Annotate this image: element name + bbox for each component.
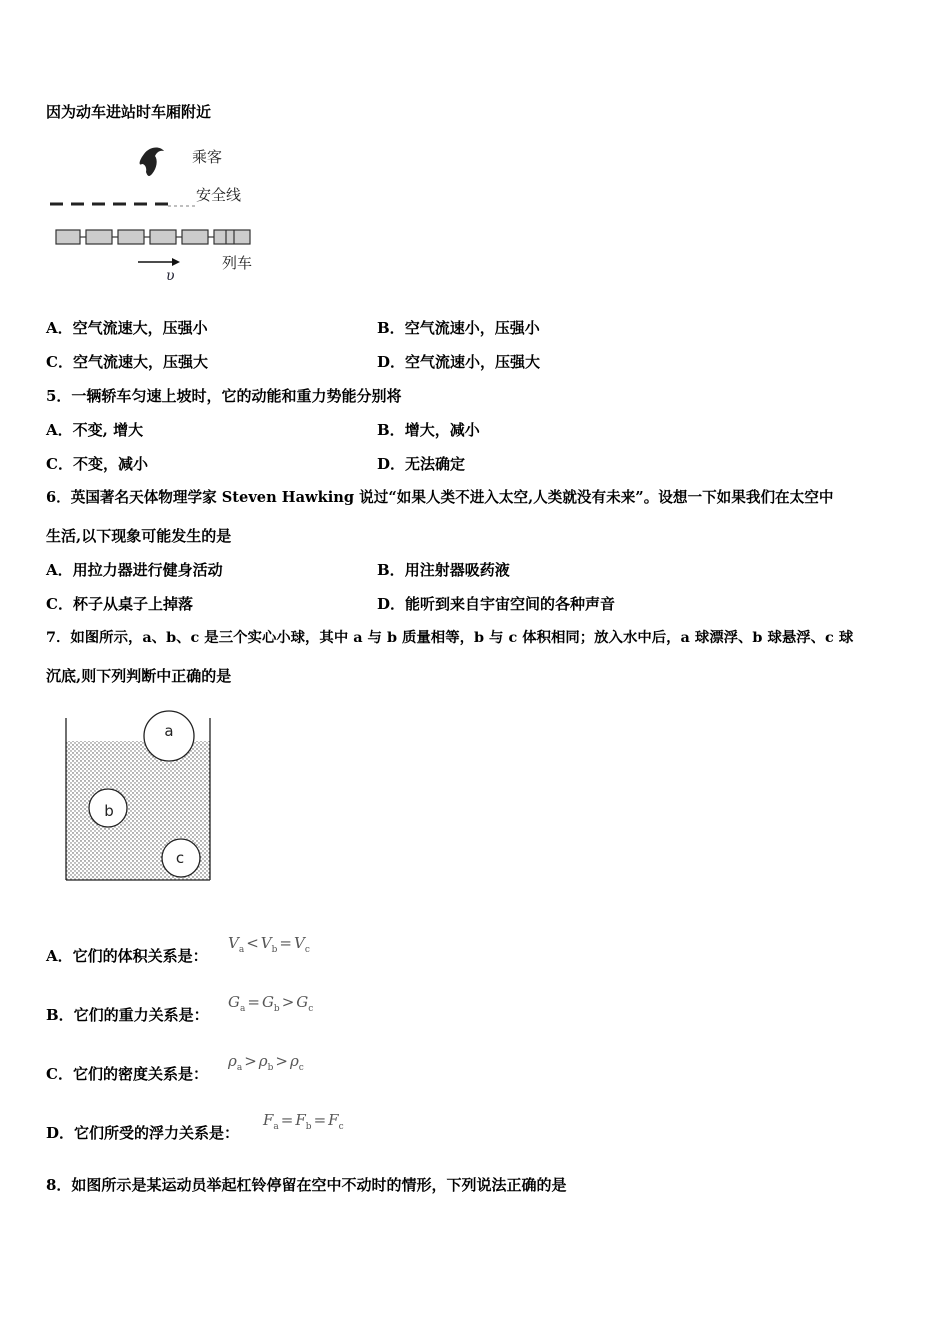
q6-option-d[interactable]: D．能听到来自宇宙空间的各种声音 bbox=[377, 595, 616, 613]
q6-stem-line1: 6．英国著名天体物理学家 Steven Hawking 说过“如果人类不进入太空,人类就没有未来”。设想一下如果我们在太空中 bbox=[46, 489, 834, 506]
q7-option-c[interactable]: C．它们的密度关系是： bbox=[46, 1065, 208, 1083]
q5-option-b[interactable]: B．增大，减小 bbox=[377, 421, 480, 439]
q6-option-b[interactable]: B．用注射器吸药液 bbox=[377, 561, 510, 579]
q5-stem: 5．一辆轿车匀速上坡时，它的动能和重力势能分别将 bbox=[46, 387, 402, 405]
ball-b bbox=[89, 789, 127, 827]
svg-text:c: c bbox=[175, 849, 185, 867]
q5-option-c[interactable]: C．不变，减小 bbox=[46, 455, 148, 473]
svg-text:a: a bbox=[164, 722, 174, 740]
ball-a bbox=[144, 711, 194, 761]
q7-option-a-formula: $V_a < V_b = V_c$ bbox=[228, 934, 310, 955]
q6-option-c[interactable]: C．杯子从桌子上掉落 bbox=[46, 595, 193, 613]
svg-text:b: b bbox=[104, 802, 114, 820]
q7-option-d-formula: $F_a = F_b = F_c$ bbox=[263, 1111, 344, 1132]
train-cars bbox=[56, 230, 250, 244]
passenger-label: 乘客 bbox=[192, 148, 223, 166]
q4-option-d[interactable]: D．空气流速小，压强大 bbox=[377, 353, 541, 371]
safety-line-label: 安全线 bbox=[196, 186, 242, 204]
ball-c bbox=[162, 839, 200, 877]
velocity-symbol: υ bbox=[166, 268, 175, 284]
q4-option-a[interactable]: A．空气流速大，压强小 bbox=[46, 319, 208, 337]
q8-stem: 8．如图所示是某运动员举起杠铃停留在空中不动时的情形，下列说法正确的是 bbox=[46, 1176, 567, 1194]
q7-option-d[interactable]: D．它们所受的浮力关系是： bbox=[46, 1124, 240, 1142]
q5-option-a[interactable]: A．不变, 增大 bbox=[46, 421, 144, 439]
q7-option-b-formula: $G_a = G_b > G_c$ bbox=[228, 993, 314, 1014]
q5-option-d[interactable]: D．无法确定 bbox=[377, 455, 466, 473]
intro-text: 因为动车进站时车厢附近 bbox=[46, 103, 212, 121]
q7-stem-line1: 7．如图所示，a、b、c 是三个实心小球，其中 a 与 b 质量相等，b 与 c 体积相同；放入水中后，a 球漂浮、b 球悬浮、c 球 bbox=[46, 629, 854, 646]
container-figure bbox=[60, 708, 220, 888]
train-platform-figure bbox=[46, 138, 276, 288]
train-label: 列车 bbox=[222, 254, 253, 272]
passenger-icon bbox=[140, 148, 164, 176]
q7-stem-line2: 沉底,则下列判断中正确的是 bbox=[46, 667, 232, 685]
q7-option-b[interactable]: B．它们的重力关系是： bbox=[46, 1006, 209, 1024]
q4-option-c[interactable]: C．空气流速大，压强大 bbox=[46, 353, 208, 371]
q4-option-b[interactable]: B．空气流速小，压强小 bbox=[377, 319, 540, 337]
q7-option-a[interactable]: A．它们的体积关系是： bbox=[46, 947, 208, 965]
safety-line bbox=[50, 204, 196, 206]
velocity-arrow bbox=[138, 258, 180, 266]
q6-stem-line2: 生活,以下现象可能发生的是 bbox=[46, 527, 232, 545]
q7-option-c-formula: $\rho_a > \rho_b > \rho_c$ bbox=[228, 1052, 304, 1073]
q6-option-a[interactable]: A．用拉力器进行健身活动 bbox=[46, 561, 223, 579]
